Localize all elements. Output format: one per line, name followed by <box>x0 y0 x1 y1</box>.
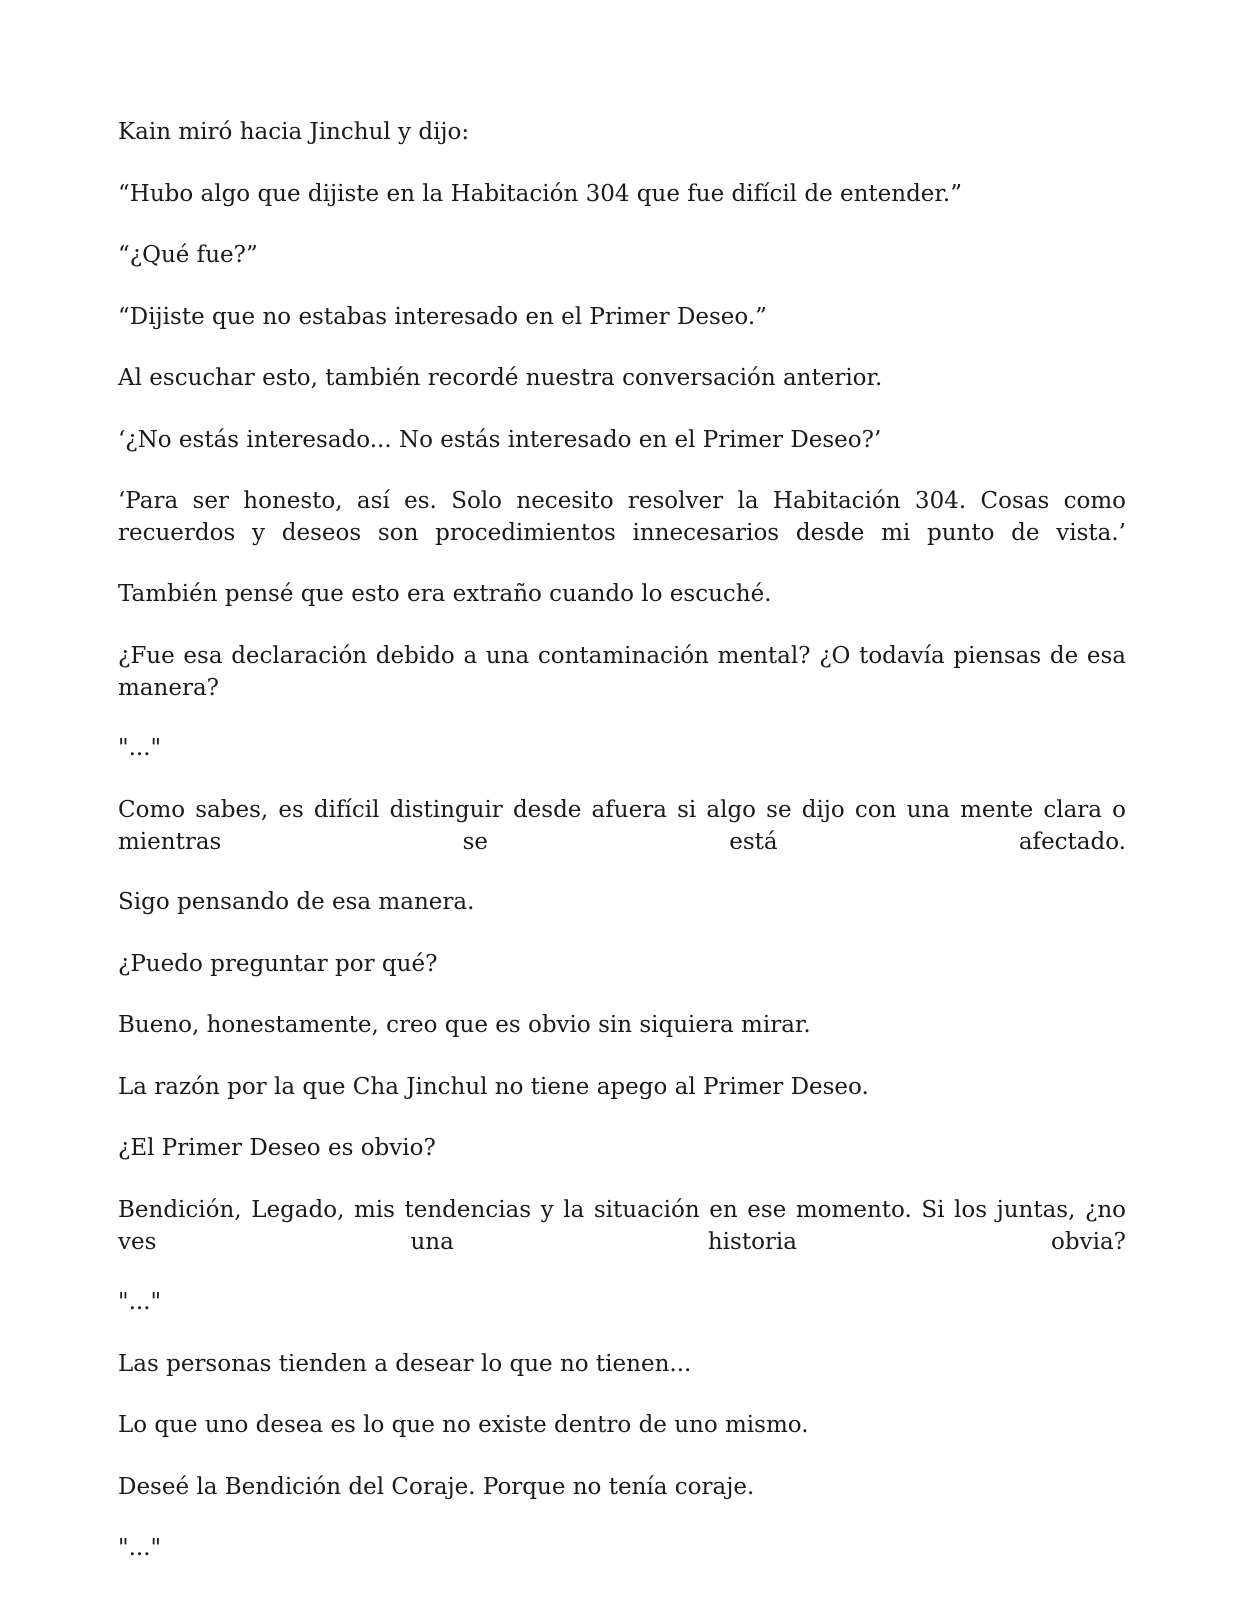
paragraph: Como sabes, es difícil distinguir desde afuera si algo se dijo con una mente clara o mientras se está afectado. <box>118 797 1126 855</box>
paragraph: ‘Para ser honesto, así es. Solo necesito resolver la Habitación 304. Cosas como recuerdos y deseos son procedimientos innecesarios desde mi punto de vista.’ <box>118 488 1126 546</box>
paragraph: Lo que uno desea es lo que no existe dentro de uno mismo. <box>118 1412 809 1438</box>
paragraph: Deseé la Bendición del Coraje. Porque no tenía coraje. <box>118 1474 755 1500</box>
paragraph: “Hubo algo que dijiste en la Habitación 304 que fue difícil de entender.” <box>118 181 962 207</box>
paragraph: Kain miró hacia Jinchul y dijo: <box>118 119 470 145</box>
paragraph: "..." <box>118 1535 162 1561</box>
paragraph: “Dijiste que no estabas interesado en el Primer Deseo.” <box>118 304 767 330</box>
paragraph: La razón por la que Cha Jinchul no tiene apego al Primer Deseo. <box>118 1074 869 1100</box>
paragraph: "..." <box>118 1289 162 1315</box>
paragraph: “¿Qué fue?” <box>118 242 258 268</box>
paragraph: ¿Puedo preguntar por qué? <box>118 951 438 977</box>
paragraph: Las personas tienden a desear lo que no tienen... <box>118 1351 692 1377</box>
paragraph: Sigo pensando de esa manera. <box>118 889 475 915</box>
paragraph: ¿El Primer Deseo es obvio? <box>118 1135 436 1161</box>
paragraph: "..." <box>118 735 162 761</box>
paragraph: ¿Fue esa declaración debido a una contaminación mental? ¿O todavía piensas de esa manera? <box>118 643 1126 701</box>
paragraph: ‘¿No estás interesado... No estás interesado en el Primer Deseo?’ <box>118 427 882 453</box>
paragraph: Al escuchar esto, también recordé nuestra conversación anterior. <box>118 365 883 391</box>
paragraph: También pensé que esto era extraño cuando lo escuché. <box>118 581 772 607</box>
paragraph: Bueno, honestamente, creo que es obvio sin siquiera mirar. <box>118 1012 811 1038</box>
paragraph: Bendición, Legado, mis tendencias y la situación en ese momento. Si los juntas, ¿no ves una historia obvia? <box>118 1197 1126 1255</box>
